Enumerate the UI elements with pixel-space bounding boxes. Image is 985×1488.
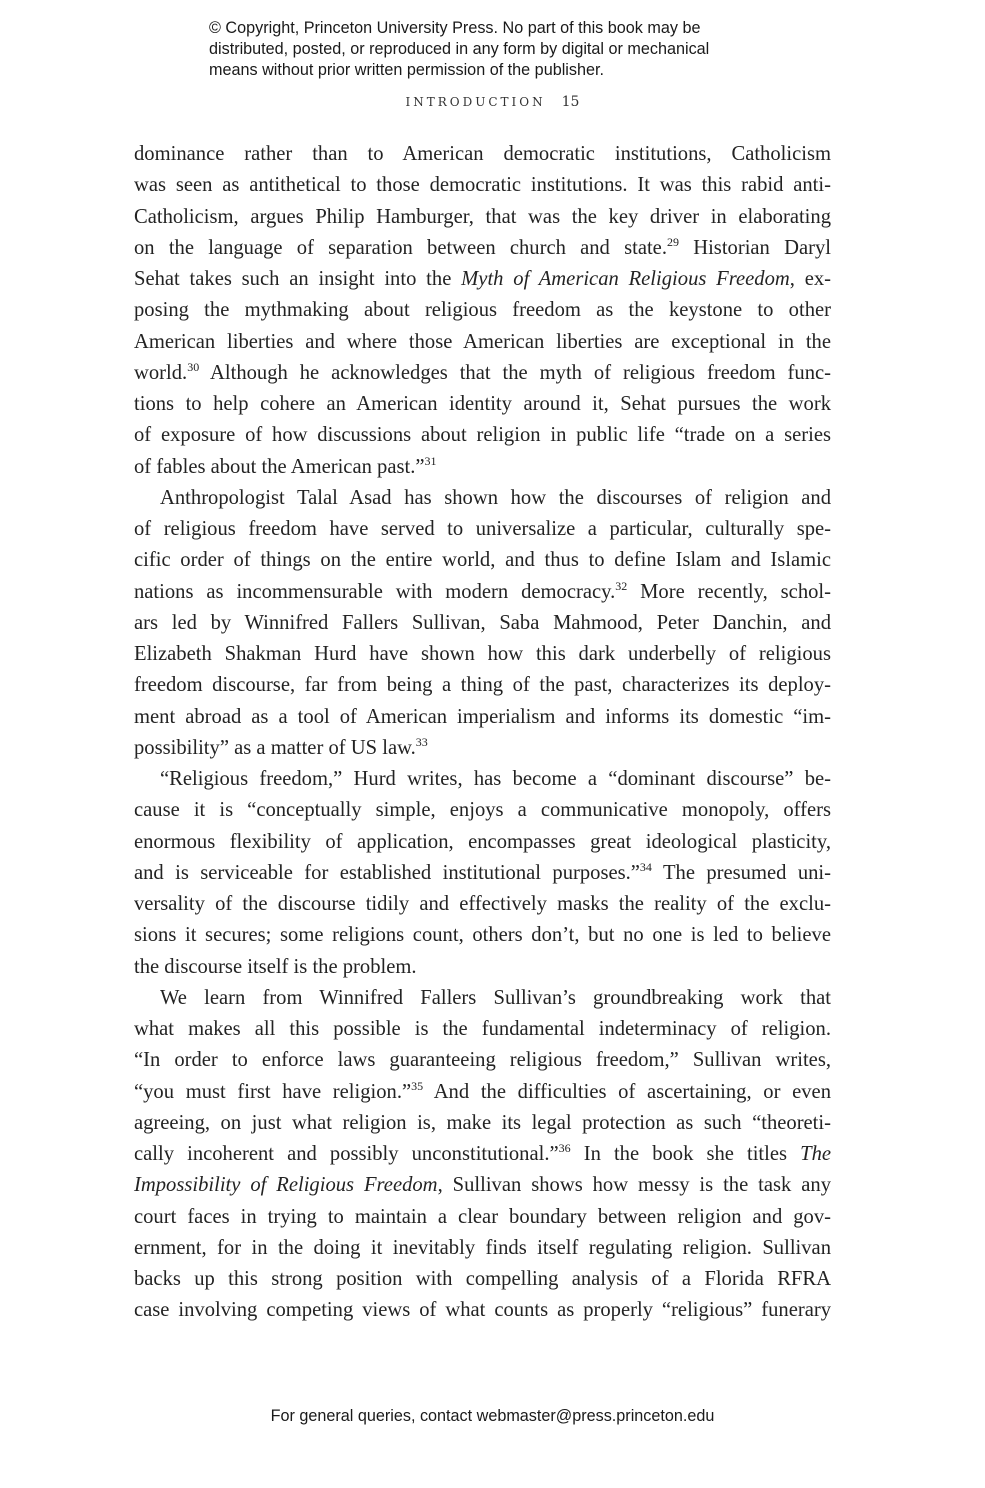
text-run: backs up this strong position with compelling analysis of a Florida RFRA	[134, 1268, 831, 1290]
text-line	[134, 389, 831, 420]
text-line	[134, 483, 831, 514]
text-run: of exposure of how discussions about religion in public life “trade on a series	[134, 424, 831, 447]
body-text	[134, 139, 831, 1327]
text-run: Elizabeth Shakman Hurd have shown how this dark underbelly of religious	[134, 643, 831, 665]
text-line	[134, 170, 831, 201]
footnote-ref: 35	[411, 1078, 424, 1093]
text-line	[134, 764, 831, 795]
text-line	[134, 1139, 831, 1170]
text-line	[134, 858, 831, 889]
text-run: world.	[134, 361, 188, 384]
text-run: “Religious freedom,” Hurd writes, has become a “dominant discourse” be-	[160, 768, 831, 790]
text-run: In the book she titles	[570, 1143, 801, 1165]
chapter-title: INTRODUCTION	[405, 95, 546, 109]
text-run: “In order to enforce laws guaranteeing religious freedom,” Sullivan writes,	[134, 1049, 831, 1072]
text-run: ment abroad as a tool of American imperialism and informs its domestic “im-	[134, 705, 831, 728]
text-run: Anthropologist Talal Asad has shown how the discourses of religion and	[160, 486, 831, 509]
text-run: , Sullivan shows how messy is the task any	[437, 1174, 831, 1197]
text-line	[134, 983, 831, 1014]
text-run: what makes all this possible is the fundamental indeterminacy of religion.	[134, 1018, 831, 1040]
text-line	[134, 514, 831, 545]
text-run: tions to help cohere an American identity around it, Sehat pursues the work	[134, 393, 831, 415]
text-run: cific order of things on the entire world, and thus to define Islam and Islamic	[134, 549, 831, 572]
text-run: Historian Daryl	[678, 236, 831, 259]
text-run: cause it is “conceptually simple, enjoys a communicative monopoly, offers	[134, 799, 831, 822]
text-line	[134, 608, 831, 639]
text-line	[134, 639, 831, 670]
footer-contact: For general queries, contact webmaster@press.princeton.edu	[270, 1407, 715, 1425]
text-line	[134, 702, 831, 733]
text-run: possibility” as a matter of US law.	[134, 736, 416, 759]
footnote-ref: 34	[639, 859, 652, 874]
text-run: freedom discourse, far from being a thing of the past, characterizes its deploy-	[134, 674, 831, 697]
text-line	[134, 1077, 831, 1108]
paragraph	[134, 764, 831, 983]
italic-title: The	[800, 1143, 831, 1165]
text-line	[134, 733, 831, 764]
text-line	[134, 264, 831, 295]
text-run: ars led by Winnifred Fallers Sullivan, Saba Mahmood, Peter Danchin, and	[134, 611, 831, 634]
text-run: and is serviceable for established institutional purposes.”	[134, 861, 640, 884]
text-run: dominance rather than to American democratic institutions, Catholicism	[134, 143, 831, 165]
text-run: And the difficulties of ascertaining, or even	[423, 1080, 831, 1103]
text-run: on the language of separation between church and state.	[134, 236, 667, 259]
footnote-ref: 33	[415, 734, 428, 749]
text-line	[134, 577, 831, 608]
text-line	[134, 1014, 831, 1045]
footnote-ref: 31	[424, 453, 437, 468]
text-run: court faces in trying to maintain a clear boundary between religion and gov-	[134, 1205, 831, 1228]
text-run: American liberties and where those American liberties are exceptional in the	[134, 330, 831, 353]
text-line	[134, 327, 831, 358]
text-run: case involving competing views of what counts as properly “religious” funerary	[134, 1299, 831, 1322]
text-line	[134, 952, 831, 983]
text-line	[134, 545, 831, 576]
text-line	[134, 889, 831, 920]
text-run: Although he acknowledges that the myth of religious freedom func-	[199, 361, 831, 384]
copyright-line: distributed, posted, or reproduced in any form by digital or mechanical	[209, 40, 710, 58]
text-run: , ex-	[789, 268, 832, 290]
text-run: of fables about the American past.”	[134, 455, 425, 478]
text-line	[134, 827, 831, 858]
text-run: of religious freedom have served to universalize a particular, culturally spe-	[134, 518, 831, 540]
text-line	[134, 1264, 831, 1295]
text-run: nations as incommensurable with modern democracy.	[134, 580, 616, 603]
text-line	[134, 1045, 831, 1076]
text-run: agreeing, on just what religion is, make its legal protection as such “theoreti-	[134, 1111, 831, 1134]
text-line	[134, 1295, 831, 1326]
text-line	[134, 1233, 831, 1264]
text-run: More recently, schol-	[627, 580, 831, 603]
copyright-line: means without prior written permission of the publisher.	[209, 61, 604, 79]
text-line	[134, 139, 831, 170]
text-run: sions it secures; some religions count, others don’t, but no one is led to believe	[134, 924, 831, 947]
text-line	[134, 1108, 831, 1139]
text-run: was seen as antithetical to those democratic institutions. It was this rabid anti-	[134, 174, 831, 197]
text-run: the discourse itself is the problem.	[134, 955, 417, 978]
copyright-notice	[209, 18, 789, 81]
text-line	[134, 233, 831, 264]
text-line	[134, 202, 831, 233]
text-run: cally incoherent and possibly unconstitutional.”	[134, 1143, 559, 1165]
footnote-ref: 32	[615, 578, 628, 593]
paragraph	[134, 483, 831, 764]
text-line	[134, 670, 831, 701]
text-line	[134, 452, 831, 483]
running-head	[0, 94, 985, 110]
text-run: Catholicism, argues Philip Hamburger, that was the key driver in elaborating	[134, 205, 831, 228]
copyright-line: © Copyright, Princeton University Press. No part of this book may be	[209, 19, 701, 37]
footnote-ref: 29	[666, 234, 679, 249]
footnote-ref: 36	[558, 1141, 571, 1155]
paragraph	[134, 983, 831, 1327]
text-run: We learn from Winnifred Fallers Sullivan’s groundbreaking work that	[160, 986, 831, 1009]
text-run: The presumed uni-	[651, 861, 832, 884]
text-line	[134, 358, 831, 389]
text-line	[134, 420, 831, 451]
text-run: posing the mythmaking about religious freedom as the keystone to other	[134, 299, 831, 322]
page-number: 15	[561, 94, 580, 110]
text-line	[134, 1202, 831, 1233]
text-line	[134, 1170, 831, 1201]
text-line	[134, 920, 831, 951]
footnote-ref: 30	[187, 359, 200, 374]
text-run: enormous flexibility of application, encompasses great ideological plasticity,	[134, 830, 831, 853]
italic-title: Impossibility of Religious Freedom	[134, 1174, 438, 1197]
paragraph	[134, 139, 831, 483]
text-run: ernment, for in the doing it inevitably finds itself regulating religion. Sullivan	[134, 1236, 831, 1259]
text-line	[134, 295, 831, 326]
text-run: Sehat takes such an insight into the	[134, 268, 462, 290]
text-run: versality of the discourse tidily and effectively masks the reality of the exclu-	[134, 893, 831, 915]
text-line	[134, 795, 831, 826]
text-run: “you must first have religion.”	[134, 1080, 412, 1103]
italic-title: Myth of American Religious Freedom	[461, 268, 790, 290]
